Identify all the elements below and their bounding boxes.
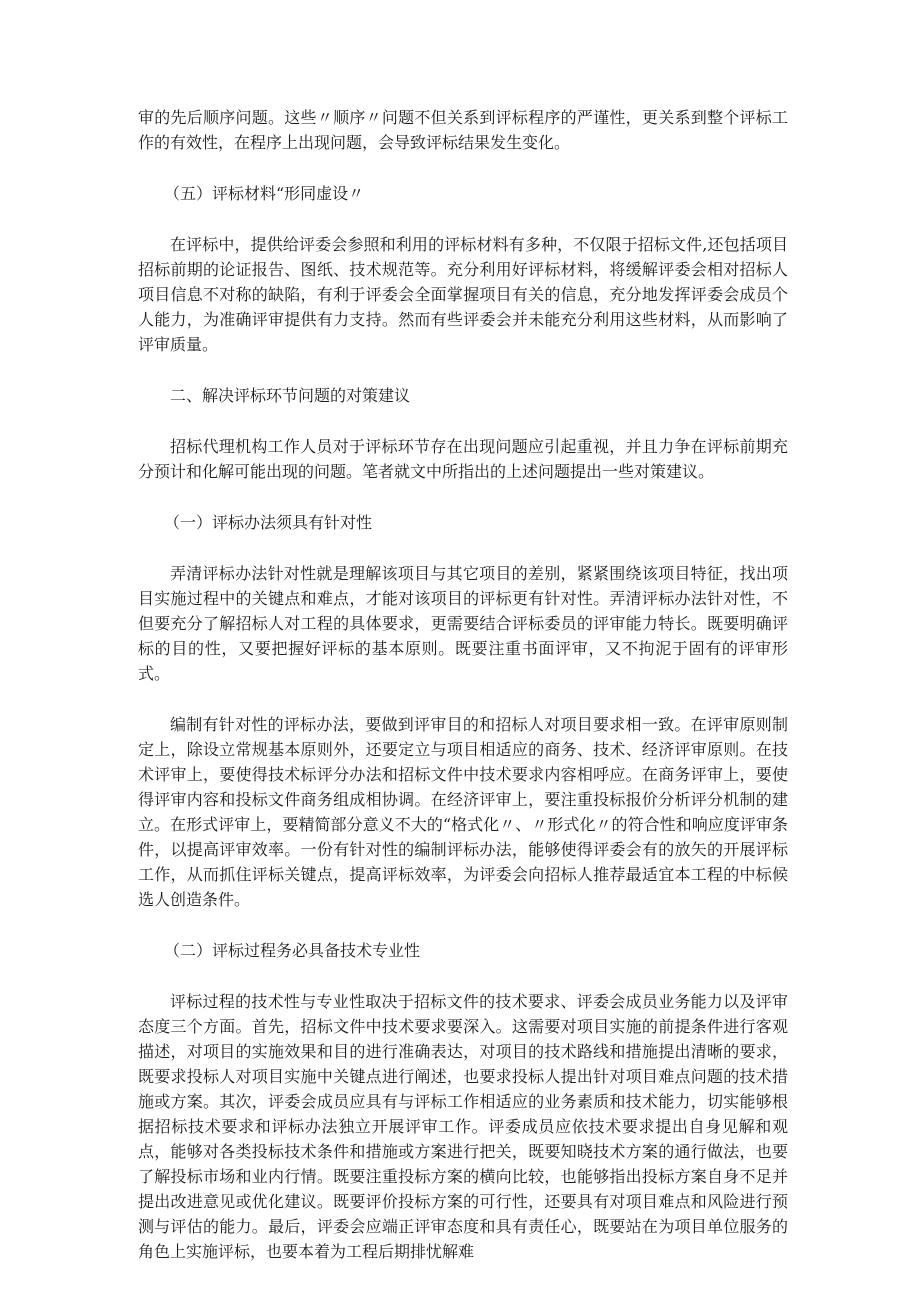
paragraph-gap: [138, 535, 788, 561]
paragraph-technical: 评标过程的技术性与专业性取决于招标文件的技术要求、评委会成员业务能力以及评审态度三个方面。首先，招标文件中技术要求要深入。这需要对项目实施的前提条件进行客观描述，对项目的实施效果和目的进行准确表达，对项目的技术路线和措施提出清晰的要求，既要求投标人对项目实施中关键点进行阐述，也要求投标人提出针对项目难点问题的技术措施或方案。其次，评委会成员应具有与评标工作相适应的业务素质和技术能力，切实能够根据招标技术要求和评标办法独立开展评审工作。评委成员应依技术要求提出自身见解和观点，能够对各类投标技术条件和措施或方案进行把关，既要知晓技术方案的通行做法，也要了解投标市场和业内行情。既要注重投标方案的横向比较，也能够指出投标方案自身不足并提出改进意见或优化建议。既要评价投标方案的可行性，还要具有对项目难点和风险进行预测与评估的能力。最后，评委会应端正评审态度和具有责任心，既要站在为项目单位服务的角色上实施评标，也要本着为工程后期排忧解难: [138, 992, 788, 1261]
paragraph-compiling: 编制有针对性的评标办法，要做到评审目的和招标人对项目要求相一致。在评审原则制定上，除设立常规基本原则外，还要定立与项目相适应的商务、技术、经济评审原则。在技术评审上，要使得技术标评分办法和招标文件中技术要求内容相呼应。在商务评审上，要使得评审内容和投标文件商务组成相协调。在经济评审上，要注重投标报价分析评分机制的建立。在形式评审上，要精简部分意义不大的“格式化〃、〃形式化〃的符合性和响应度评审条件，以提高评审效率。一份有针对性的编制评标办法，能够使得评委会有的放矢的开展评标工作，从而抓住评标关键点，提高评标效率，为评委会向招标人推荐最适宜本工程的中标候选人创造条件。: [138, 715, 788, 909]
paragraph-gap: [138, 963, 788, 989]
paragraph-continued: 审的先后顺序问题。这些〃顺序〃问题不但关系到评标程序的严谨性，更关系到整个评标工作的有效性，在程序上出现问题，会导致评标结果发生变化。: [138, 108, 788, 152]
section-heading-2: （二）评标过程务必具备技术专业性: [164, 941, 421, 960]
paragraph-gap: [138, 155, 788, 181]
section-heading-1: （一）评标办法须具有针对性: [164, 513, 373, 532]
section-heading-5: （五）评标材料“形同虚设〃: [164, 184, 365, 203]
paragraph-intro: 招标代理机构工作人员对于评标环节存在出现问题应引起重视，并且力争在评标前期充分预计和化解可能出现的问题。笔者就文中所指出的上述问题提出一些对策建议。: [138, 437, 788, 481]
paragraph-gap: [138, 912, 788, 938]
paragraph-gap: [138, 484, 788, 510]
paragraph-gap: [138, 408, 788, 434]
paragraph-materials: 在评标中，提供给评委会参照和利用的评标材料有多种，不仅限于招标文件,还包括项目招标前期的论证报告、图纸、技术规范等。充分利用好评标材料，将缓解评委会相对招标人项目信息不对称的缺陷，有利于评委会全面掌握项目有关的信息，充分地发挥评委会成员个人能力，为准确评审提供有力支持。然而有些评委会并未能充分利用这些材料，从而影响了评审质量。: [138, 235, 788, 354]
paragraph-targeting: 弄清评标办法针对性就是理解该项目与其它项目的差别，紧紧围绕该项目特征，找出项目实施过程中的关键点和难点，才能对该项目的评标更有针对性。弄清评标办法针对性，不但要充分了解招标人对工程的具体要求，更需要结合评标委员的评审能力特长。既要明确评标的目的性，又要把握好评标的基本原则。既要注重书面评审，又不拘泥于固有的评审形式。: [138, 564, 788, 683]
document-page: [138, 105, 788, 1264]
paragraph-gap: [138, 686, 788, 712]
paragraph-gap: [138, 357, 788, 383]
paragraph-gap: [138, 206, 788, 232]
chapter-heading-2: 二、解决评标环节问题的对策建议: [170, 386, 411, 405]
